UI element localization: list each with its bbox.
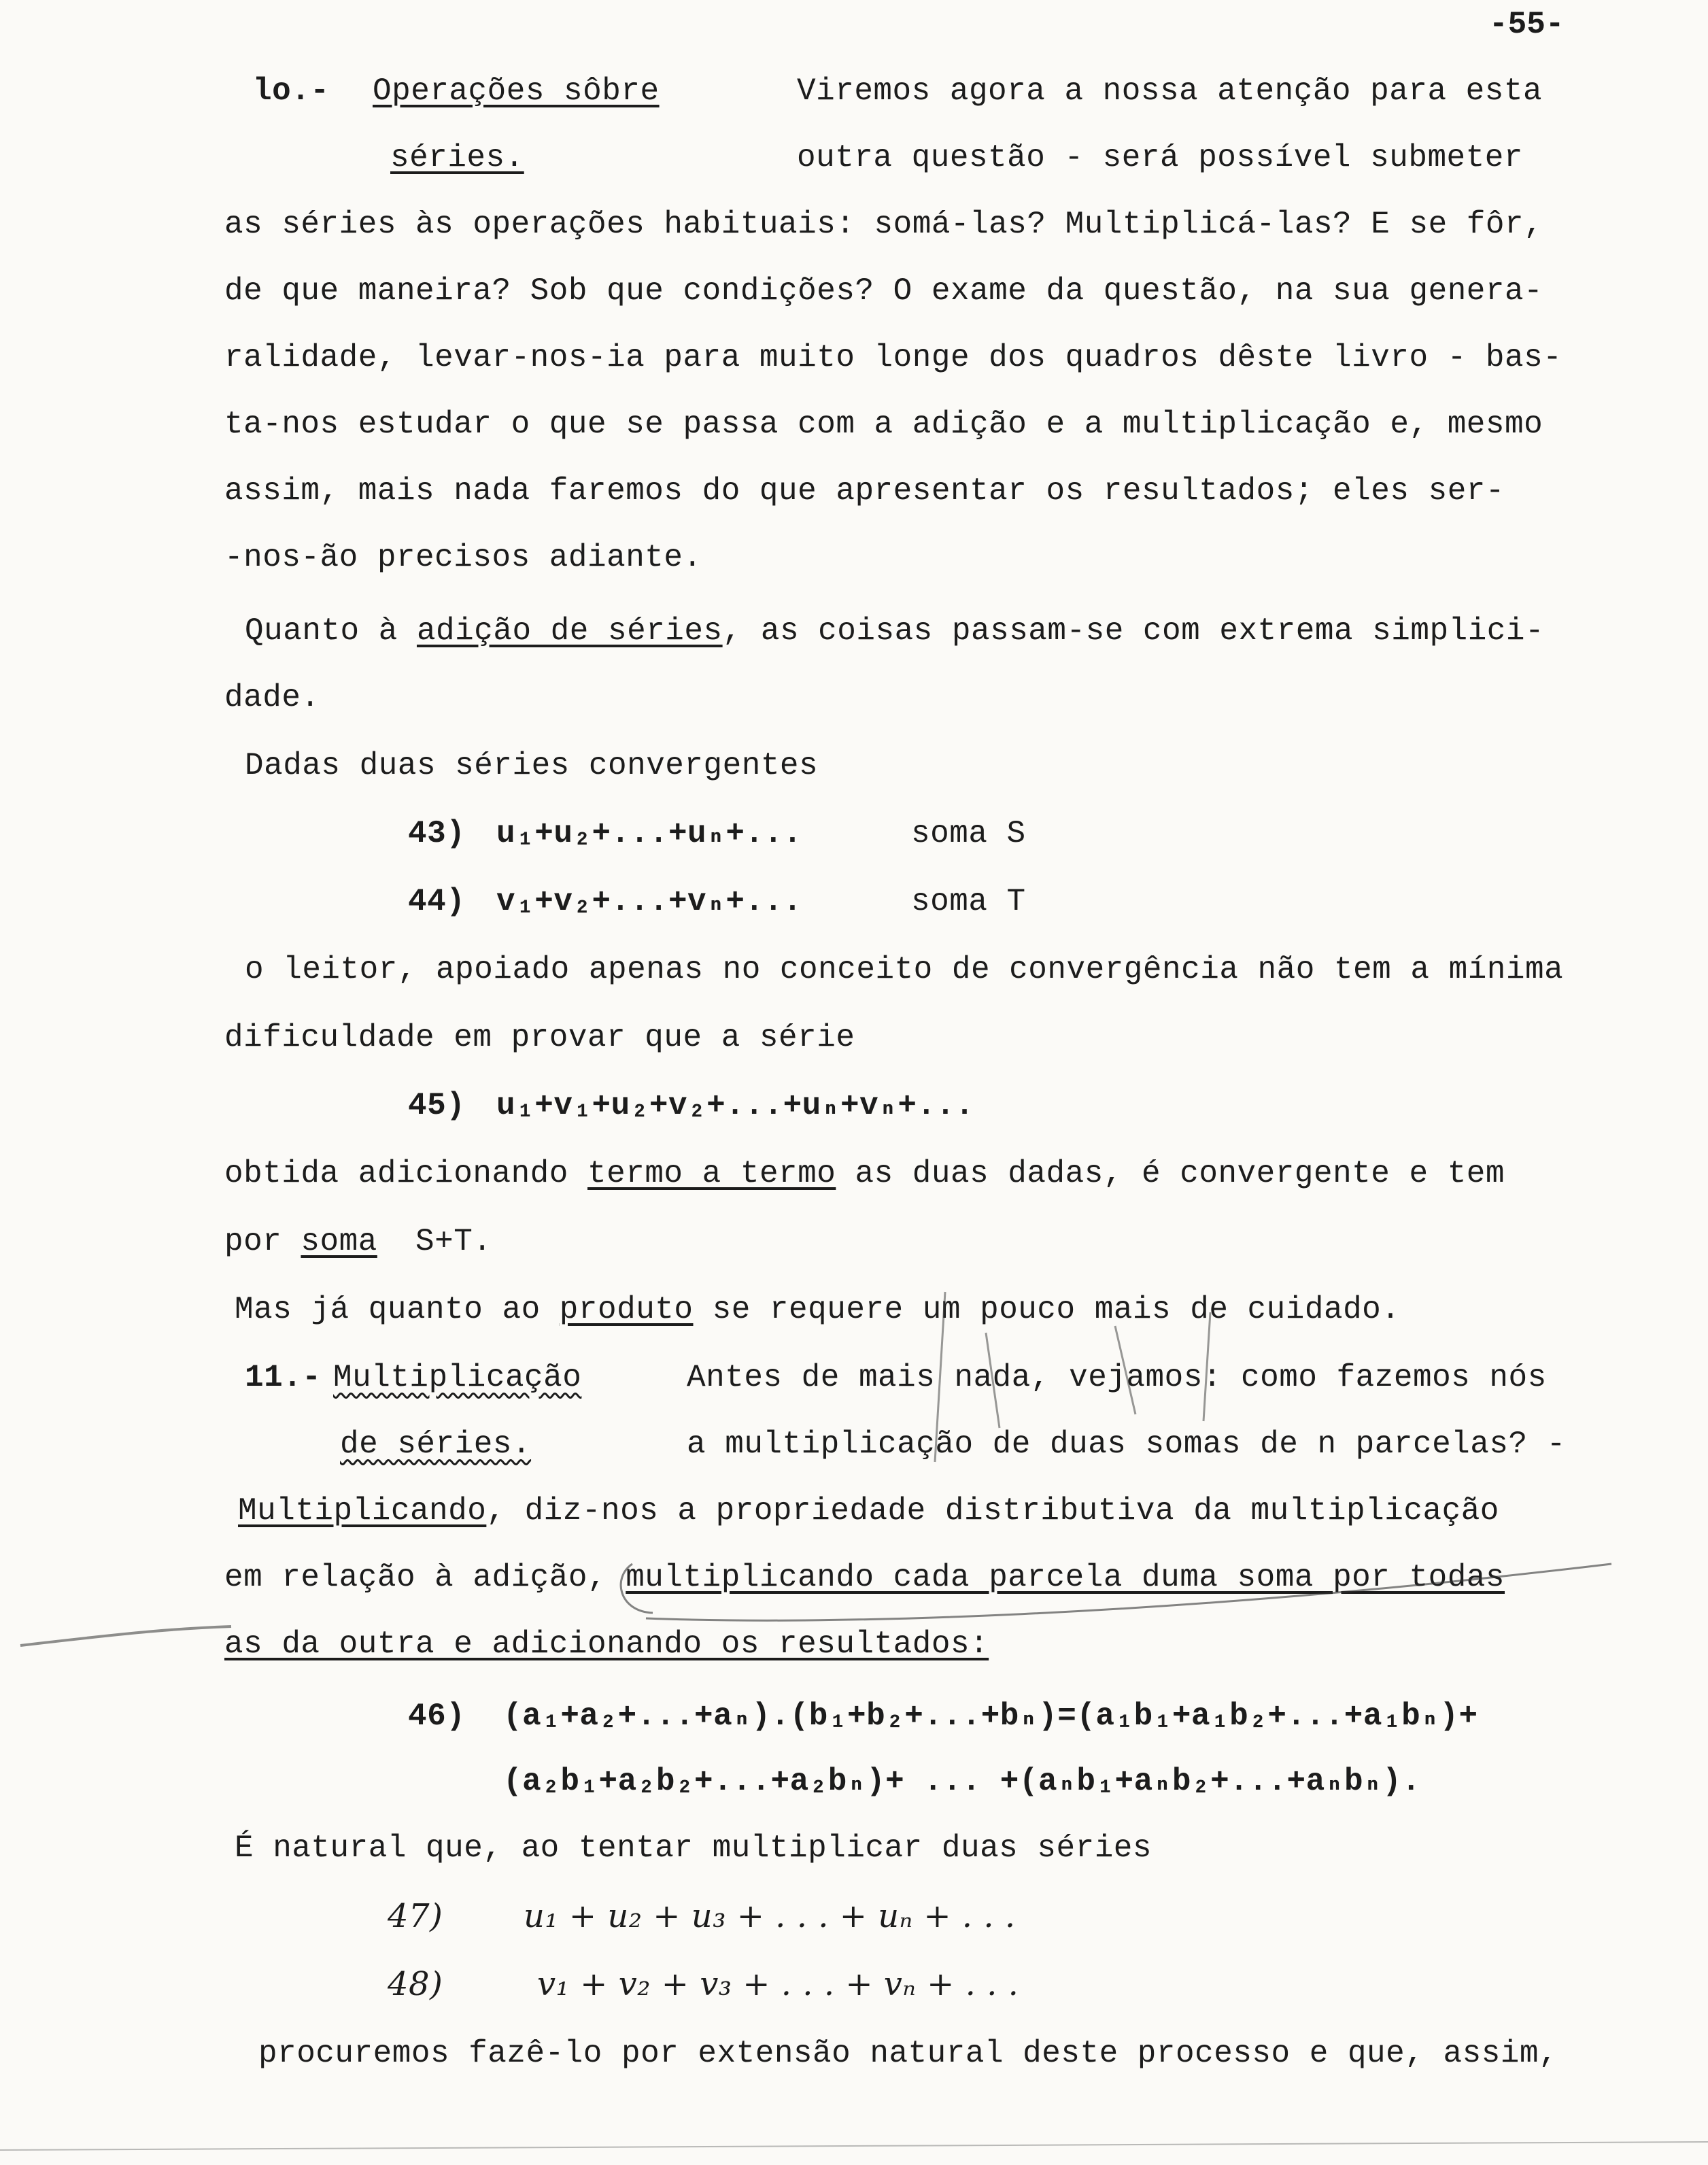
eq-47-number: 47) xyxy=(388,1897,443,1935)
section-11-line-1: Antes de mais nada, vejamos: como fazemos nós xyxy=(687,1360,1547,1395)
eq-48-number: 48) xyxy=(388,1965,443,2003)
eq-46-number: 46) xyxy=(408,1699,466,1734)
section-11-line-3-rest: , diz-nos a propriedade distributiva da multiplicação xyxy=(486,1493,1499,1529)
eq-47: u₁ + u₂ + u₃ + . . . + uₙ + . . . xyxy=(524,1897,1016,1935)
section-10-line-3: as séries às operações habituais: somá-las? Multiplicá-las? E se fôr, xyxy=(224,207,1543,242)
addition-rest: , as coisas passam-se com extrema simplici- xyxy=(722,613,1545,649)
eq-48: v₁ + v₂ + v₃ + . . . + vₙ + . . . xyxy=(537,1965,1019,2003)
section-10-line-1: Viremos agora a nossa atenção para esta xyxy=(797,73,1543,109)
section-10-line-7: assim, mais nada faremos do que apresentar os resultados; eles ser- xyxy=(224,473,1505,509)
eq-43-number: 43) xyxy=(408,816,466,851)
reader-line-2: dificuldade em provar que a série xyxy=(224,1020,855,1055)
section-11-line-5: as da outra e adicionando os resultados: xyxy=(224,1626,989,1662)
eq-46-line-2: (a₂b₁+a₂b₂+...+a₂bₙ)+ ... +(aₙb₁+aₙb₂+...+aₙbₙ). xyxy=(503,1764,1421,1799)
eq-43: u₁+u₂+...+uₙ+... xyxy=(496,816,802,851)
eq-44-sum: soma T xyxy=(911,884,1026,919)
section-10-heading-cont: séries. xyxy=(390,140,524,175)
eq-43-sum: soma S xyxy=(911,816,1026,851)
addition-given: Dadas duas séries convergentes xyxy=(245,748,819,783)
eq-45: u₁+v₁+u₂+v₂+...+uₙ+vₙ+... xyxy=(496,1088,974,1123)
page-number: -55- xyxy=(1489,7,1565,42)
section-10-line-6: ta-nos estudar o que se passa com a adição e a multiplicação e, mesmo xyxy=(224,407,1543,442)
sum-rest: S+T. xyxy=(377,1224,492,1259)
product-lead: Mas já quanto ao xyxy=(235,1292,560,1327)
section-10-number: lo.- xyxy=(253,73,330,109)
addition-cont: dade. xyxy=(224,680,320,715)
product-underlined: produto xyxy=(559,1292,694,1327)
eq-45-number: 45) xyxy=(408,1088,466,1123)
obtained-lead: obtida adicionando xyxy=(224,1156,587,1191)
eq-44: v₁+v₂+...+vₙ+... xyxy=(496,884,802,919)
closing-line: procuremos fazê-lo por extensão natural deste processo e que, assim, xyxy=(258,2036,1558,2071)
section-10-heading: Operações sôbre xyxy=(373,73,660,109)
obtained-rest: as duas dadas, é convergente e tem xyxy=(836,1156,1505,1191)
section-11-line-2: a multiplicação de duas somas de n parcelas? - xyxy=(687,1427,1566,1462)
product-rest: se requere um pouco mais de cuidado. xyxy=(693,1292,1401,1327)
section-11-heading-cont: de séries. xyxy=(340,1427,532,1462)
section-11-line-4-lead: em relação à adição, xyxy=(224,1560,626,1595)
addition-lead: Quanto à xyxy=(245,613,417,649)
section-10-line-2: outra questão - será possível submeter xyxy=(797,140,1523,175)
reader-line-1: o leitor, apoiado apenas no conceito de convergência não tem a mínima xyxy=(245,952,1564,987)
natural-line: É natural que, ao tentar multiplicar duas séries xyxy=(235,1830,1152,1866)
multiplicando-underlined: Multiplicando xyxy=(238,1493,487,1529)
section-10-line-4: de que maneira? Sob que condições? O exame da questão, na sua genera- xyxy=(224,273,1543,309)
eq-44-number: 44) xyxy=(408,884,466,919)
addition-underlined: adição de séries xyxy=(416,613,723,649)
eq-46-line-1: (a₁+a₂+...+aₙ).(b₁+b₂+...+bₙ)=(a₁b₁+a₁b₂+...+a₁bₙ)+ xyxy=(503,1699,1478,1734)
obtained-underlined: termo a termo xyxy=(587,1156,836,1191)
section-10-line-8: -nos-ão precisos adiante. xyxy=(224,540,702,575)
section-11-number: 11.- xyxy=(245,1360,322,1395)
sum-underlined: soma xyxy=(301,1224,377,1259)
section-10-line-5: ralidade, levar-nos-ia para muito longe dos quadros dêste livro - bas- xyxy=(224,340,1562,375)
section-11-line-4-underlined: multiplicando cada parcela duma soma por todas xyxy=(626,1560,1505,1595)
sum-lead: por xyxy=(224,1224,301,1259)
section-11-heading: Multiplicação xyxy=(333,1360,582,1395)
